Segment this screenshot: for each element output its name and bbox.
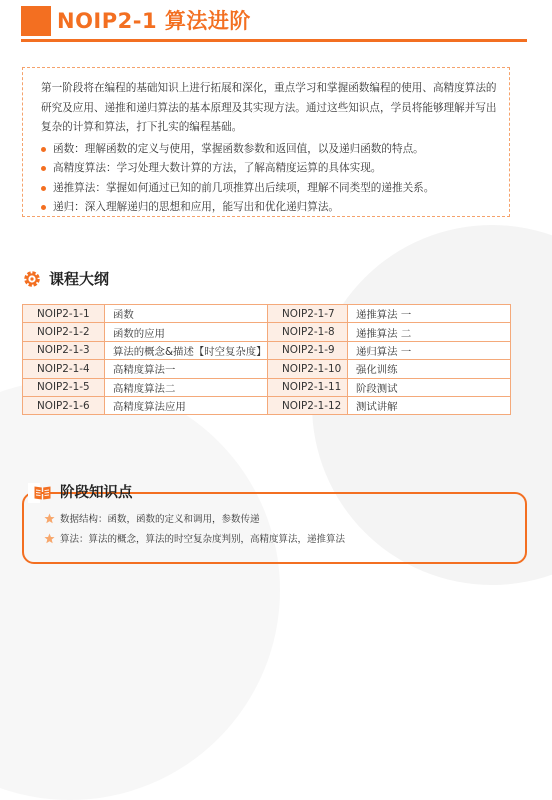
table-row [23,341,511,359]
lesson-name: 函数的应用 [105,323,268,341]
lesson-code: NOIP2-1-10 [268,360,348,378]
intro-paragraph: 第一阶段将在编程的基础知识上进行拓展和深化，重点学习和掌握函数编程的使用、高精度算法的研究及应用、递推和递归算法的基本原理及其实现方法。通过这些知识点，学员将能够理解并写出复杂的计算和算法，打下扎实的编程基础。 [41,82,497,133]
lesson-name: 高精度算法应用 [105,396,268,414]
lesson-name: 算法的概念&描述【时空复杂度】 [105,341,268,359]
background-arc [0,380,280,800]
header-underline [21,39,527,42]
intro-bullet-list [41,140,497,218]
syllabus-title: 课程大纲 [49,270,110,288]
star-icon [44,533,55,544]
table-row [23,323,511,341]
table-row [23,396,511,414]
knowledge-item: 算法：算法的概念，算法的时空复杂度判别，高精度算法，递推算法 [60,533,345,547]
book-icon [34,485,51,500]
bullet-dot-icon [41,147,46,152]
lesson-code: NOIP2-1-6 [23,396,105,414]
page-title: NOIP2-1 算法进阶 [57,9,251,33]
lesson-code: NOIP2-1-7 [268,305,348,323]
lesson-name: 阶段测试 [348,378,511,396]
star-icon [44,513,55,524]
list-item: 高精度算法：学习处理大数计算的方法，了解高精度运算的具体实现。 [41,159,497,179]
lesson-code: NOIP2-1-3 [23,341,105,359]
knowledge-title: 阶段知识点 [60,485,133,501]
intro-box [22,67,510,217]
lesson-code: NOIP2-1-2 [23,323,105,341]
table-row [23,378,511,396]
lesson-code: NOIP2-1-9 [268,341,348,359]
lesson-name: 递推算法 一 [348,305,511,323]
lesson-code: NOIP2-1-4 [23,360,105,378]
lesson-name: 高精度算法一 [105,360,268,378]
lesson-name: 递推算法 二 [348,323,511,341]
list-item: 函数：理解函数的定义与使用，掌握函数参数和返回值，以及递归函数的特点。 [41,140,497,160]
knowledge-heading [28,483,133,503]
lesson-name: 高精度算法二 [105,378,268,396]
syllabus-table [22,304,511,415]
list-item: 递推算法：掌握如何通过已知的前几项推算出后续项，理解不同类型的递推关系。 [41,179,497,199]
lesson-code: NOIP2-1-11 [268,378,348,396]
knowledge-item: 数据结构：函数，函数的定义和调用，参数传递 [60,513,260,527]
table-row [23,360,511,378]
lesson-code: NOIP2-1-8 [268,323,348,341]
bullet-dot-icon [41,186,46,191]
lesson-name: 函数 [105,305,268,323]
gear-icon [22,269,42,289]
bullet-dot-icon [41,205,46,210]
lesson-code: NOIP2-1-1 [23,305,105,323]
bullet-dot-icon [41,166,46,171]
lesson-name: 强化训练 [348,360,511,378]
page-header [21,6,527,36]
header-square-icon [21,6,51,36]
lesson-name: 递归算法 一 [348,341,511,359]
lesson-code: NOIP2-1-5 [23,378,105,396]
list-item: 递归：深入理解递归的思想和应用，能写出和优化递归算法。 [41,198,497,218]
lesson-name: 测试讲解 [348,396,511,414]
table-row [23,305,511,323]
lesson-code: NOIP2-1-12 [268,396,348,414]
